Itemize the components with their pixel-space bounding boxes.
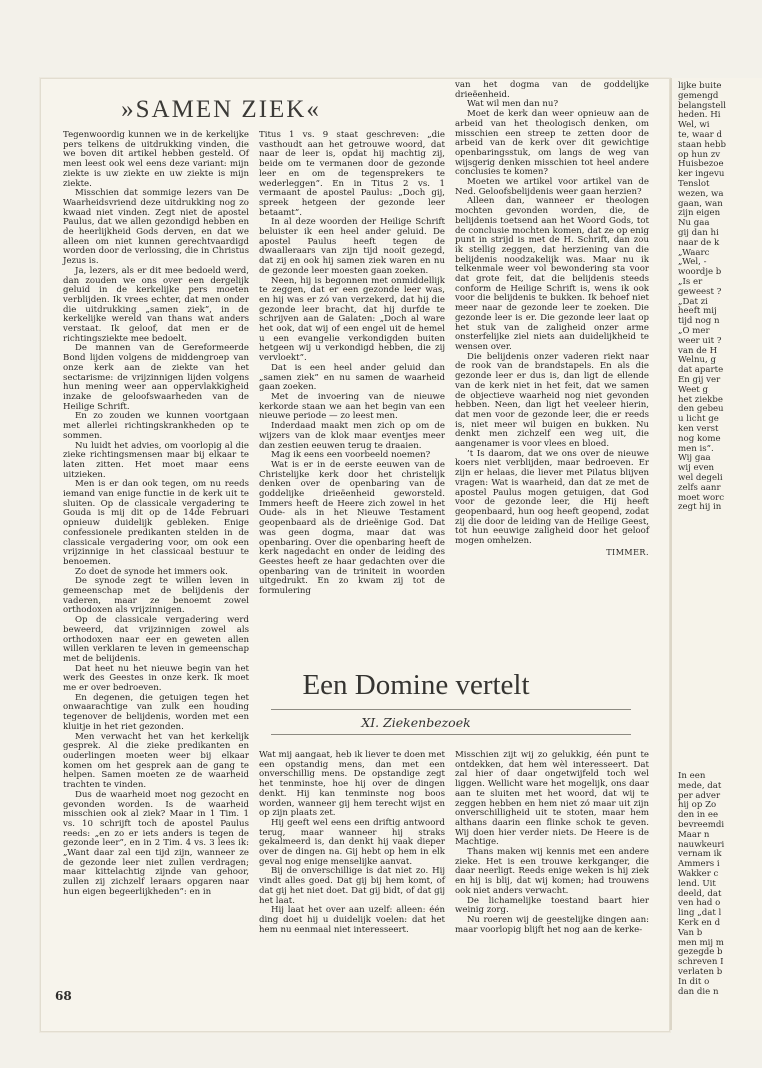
adjacent-page-line: hij op Zo (678, 800, 717, 811)
adjacent-page-line: heeft mij (678, 306, 717, 317)
paragraph: Nu roeren wij de geestelijke dingen aan: maar voorlopig blijft het nog aan de kerke- (455, 914, 649, 935)
adjacent-page-line: wel degeli (678, 473, 723, 483)
adjacent-page-line: men is”. (678, 443, 714, 454)
paragraph: De lichamelijke toestand baart hier weinig zorg. (455, 895, 649, 916)
adjacent-page-line: vernam ik (678, 849, 722, 860)
paragraph: Met de invoering van de nieuwe kerkorde staan we aan het begin van een nieuwe periode — zo leest men. (259, 391, 445, 422)
magazine-page (40, 78, 670, 1032)
paragraph: Nu luidt het advies, om voorlopig al die zieke richtingsmensen maar bij elkaar te laten zitten. Het moet maar eens uitzieken. (63, 440, 249, 480)
adjacent-page-line: „O mer (678, 326, 710, 336)
adjacent-page-line: In dit o (678, 976, 710, 987)
paragraph: Men is er dan ook tegen, om nu reeds iemand van enige functie in de kerk uit te sluiten. Op de classicale vergadering te Gouda is mij dit op de 14de Februari opnieuw duidelijk gebleken. Enige confessionele predikanten stelden in de classicale vergadering voor, om ook een vrijzinnige in het classicaal bestuur te benoemen. (63, 479, 249, 567)
adjacent-page-line: men mij m (678, 937, 724, 948)
paragraph: Inderdaad maakt men zich op om de wijzers van de klok maar eventjes meer dan zestien eeuwen terug te draaien. (259, 421, 445, 451)
paragraph: Men verwacht het van het kerkelijk gesprek. Al die zieke predikanten en ouderlingen moeten weer bij elkaar komen om het gesprek aan de gang te helpen. Samen moeten ze de waarheid trachten te vinden. (63, 731, 249, 791)
adjacent-page-line: bevreemdi (678, 820, 725, 830)
adjacent-page-line: In een (678, 771, 706, 781)
paragraph: De synode zegt te willen leven in gemeenschap met de belijdenis der vaderen, maar ze benoemt zowel orthodoxen als vrijzinnigen. (63, 576, 249, 616)
article-title-een-domine-vertelt: Een Domine vertelt (302, 669, 530, 701)
adjacent-page-line: Wel, wi (678, 120, 710, 131)
adjacent-page-line: dan die n (678, 986, 719, 997)
adjacent-page-line: Maar n (678, 829, 710, 840)
paragraph: Bij de onverschillige is dat niet zo. Hij vindt alles goed. Dat gij bij hem komt, of dat gij het niet doet. Dat gij bidt, of dat gij het laat. (259, 866, 445, 906)
paragraph: De mannen van de Gereformeerde Bond lijden volgens de middengroep van onze kerk aan de ziekte van het sectarisme: de vrijzinnigen lijden volgens hun mening weer aan oppervlakkigheid inzake de geloofswaarheden van de Heilige Schrift. (63, 343, 249, 412)
paragraph: Misschien zijt wij zo gelukkig, één punt te ontdekken, dat hem wèl interesseert. Dat zal hier of daar ongetwijfeld toch wel liggen. Wellicht ware het mogelijk, ons daar aan te sluiten met het woord, dat wij te zeggen hebben en hem niet zó maar uit zijn onverschilligheid uit te stoten, maar hem althans daarin een flinke schok te geven. Wij doen hier verder niets. De Heere is de Machtige. (455, 750, 649, 848)
adjacent-page-line: per adver (678, 790, 721, 801)
paragraph: Hij laat het over aan uzelf: alleen: één ding doet hij u duidelijk voelen: dat het hem nu eenmaal niet interesseert. (259, 905, 445, 935)
adjacent-page-line: „Is er (678, 277, 703, 287)
adjacent-page-line: gezegde b (678, 947, 723, 958)
adjacent-page-line: den gebeu (678, 404, 724, 415)
adjacent-page-line: ven had o (678, 898, 721, 909)
adjacent-page-line: woordje b (678, 267, 722, 278)
adjacent-page-line: gij dan hi (678, 228, 719, 238)
adjacent-page-line: zijn eigen (678, 208, 721, 219)
paragraph: Mag ik eens een voorbeeld noemen? (271, 450, 431, 461)
paragraph: Ja, lezers, als er dit mee bedoeld werd, dan zouden we ons over een dergelijk geluid in de kerkelijke pers moeten verblijden. Ik vrees echter, dat men onder die uitdrukking „samen ziek”, in de kerkelijke wereld van thans wat anders verstaat. Ik geloof, dat men er de richtingsziekte mee bedoelt. (63, 265, 249, 344)
paragraph: Neen, hij is begonnen met onmiddellijk te zeggen, dat er een gezonde leer was, en hij was er zó van verzekerd, dat hij die gezonde leer bracht, dat hij durfde te schrijven aan de Galaten: „Doch al ware het ook, dat wij of een engel uit de hemel u een evangelie verkondigden buiten hetgeen wij u verkondigd hebben, die zij vervloekt”. (259, 275, 445, 364)
paragraph: In al deze woorden der Heilige Schrift beluister ik een heel ander geluid. De apostel Paulus heeft tegen de dwaalleraars van zijn tijd nooit gezegd, dat zij en ook hij samen ziek waren en nu de gezonde leer moesten gaan zoeken. (259, 217, 445, 276)
adjacent-page-line: Wij gaa (678, 453, 711, 464)
adjacent-page-line: deeld, dat (678, 888, 722, 899)
adjacent-page-line: wezen, wa (678, 188, 724, 199)
adjacent-page-line: gaan, wan (678, 198, 723, 209)
article-title-samen-ziek: »SAMEN ZIEK« (121, 96, 321, 123)
paragraph: En zo zouden we kunnen voortgaan met allerlei richtingskrankheden op te sommen. (63, 411, 249, 441)
paragraph: En degenen, die getuigen tegen het onwaarachtige van zulk een houding tegenover de belijdenis, worden met een kluitje in het riet gezonden. (63, 692, 249, 732)
paragraph: Dat heet nu het nieuwe begin van het werk des Geestes in onze kerk. Ik moet me er over bedroeven. (63, 663, 249, 694)
article2-column-1 (259, 750, 445, 935)
adjacent-page-line: Van b (678, 927, 703, 938)
adjacent-page-line: naar de k (678, 237, 720, 248)
adjacent-page-line: te, waar d (678, 130, 722, 140)
adjacent-page-line: Wakker c (678, 869, 719, 879)
adjacent-page-line: ling „dat l (678, 908, 722, 919)
adjacent-page-line: u licht ge (678, 414, 719, 425)
adjacent-page-line: gemengd (678, 90, 719, 101)
adjacent-page-line: ken verst (678, 424, 719, 434)
article1-column-1 (63, 130, 249, 897)
paragraph: Tegenwoordig kunnen we in de kerkelijke pers telkens de uitdrukking vinden, die we boven dit artikel hebben gesteld. Of men leest ook wel eens deze variant: mijn ziekte is uw ziekte en uw ziekte is mijn ziekte. (63, 130, 249, 189)
adjacent-page-edge (670, 78, 762, 1030)
paragraph: Die belijdenis onzer vaderen riekt naar de rook van de brandstapels. En als die gezonde leer er dus is, dan ligt de ellende van de kerk niet in het feit, dat we samen de objectieve waarheid nog niet gevonden hebben. Neen, dan ligt het veeleer hierin, dat men voor de gezonde leer, die er reeds is, niet meer wil buigen en bukken. Nu denkt men zichzelf een weg uit, die aangenamer is voor vlees en bloed. (455, 351, 649, 450)
adjacent-page-line: zegt hij in (678, 502, 722, 513)
article1-column-2 (259, 130, 445, 597)
adjacent-page-line: verlaten b (678, 967, 723, 977)
article2-column-2 (455, 751, 649, 1021)
adjacent-page-line: belangstell (678, 100, 726, 111)
adjacent-page-line: Nu gaa (678, 218, 710, 229)
paragraph: Hij geeft wel eens een driftig antwoord terug, maar wanneer hij straks gekalmeerd is, dan denkt hij vaak dieper over de dingen na. Gij hebt op hem in elk geval nog enige menselijke aanvat. (259, 817, 445, 867)
adjacent-page-line: Huisbezoe (678, 159, 724, 170)
adjacent-page-line: „Wel, - (678, 257, 707, 268)
adjacent-page-line: staan hebb (678, 139, 726, 150)
adjacent-page-line: ker ingevu (678, 169, 725, 180)
adjacent-page-line: mede, dat (678, 780, 722, 791)
paragraph: Misschien dat sommige lezers van De Waarheidsvriend deze uitdrukking nog zo kwaad niet vinden. Zegt niet de apostel Paulus, dat we allen gezondigd hebben en de heerlijkheid Gods derven, en dat we alleen om niet kunnen gerechtvaardigd worden door de verlossing, die in Christus Jezus is. (63, 188, 249, 267)
adjacent-page-line: tijd nog n (678, 316, 720, 327)
adjacent-page-line: Tenslot (678, 179, 710, 189)
adjacent-page-line: het ziekbe (678, 394, 723, 405)
adjacent-page-line: nauwkeuri (678, 839, 725, 850)
adjacent-page-line: lijke buite (678, 81, 722, 91)
title-divider-bottom (271, 734, 631, 735)
adjacent-page-line: „Dat zi (678, 296, 708, 307)
paragraph: Moeten we artikel voor artikel van de Ned. Geloofsbelijdenis weer gaan herzien? (455, 177, 649, 197)
adjacent-page-line: Ammers i (678, 859, 720, 870)
article1-column-3 (455, 81, 649, 641)
paragraph: Dat is een heel ander geluid dan „samen ziek” en nu samen de waarheid gaan zoeken. (259, 362, 445, 393)
adjacent-page-line: En gij ver (678, 375, 721, 385)
adjacent-page-line: schreven I (678, 957, 724, 968)
paragraph: Moet de kerk dan weer opnieuw aan de arbeid van het theologisch denken, om misschien een streep te zetten door de arbeid van de kerk over dit gewichtige openbaringsstuk, om langs de weg van wijsgerig denken misschien tot heel andere conclusies te komen? (455, 109, 649, 178)
adjacent-page-line: Welnu, g (678, 355, 716, 366)
paragraph: Wat wil men dan nu? (467, 99, 559, 110)
adjacent-page-line: geweest ? (678, 286, 722, 297)
adjacent-page-line: moet worc (678, 492, 725, 503)
paragraph: van het dogma van de goddelijke drieëenheid. (455, 80, 649, 100)
adjacent-page-line: „Waarc (678, 247, 710, 258)
adjacent-page-line: heden. Hi (678, 110, 721, 121)
paragraph: Thans maken wij kennis met een andere zieke. Het is een trouwe kerkganger, die daar neerligt. Reeds enige weken is hij ziek en hij is blij, dat wij komen; had trouwens ook niet anders verwacht. (455, 847, 649, 896)
adjacent-page-line: Kerk en d (678, 918, 721, 928)
article-subtitle-ziekenbezoek: XI. Ziekenbezoek (361, 715, 471, 730)
adjacent-page-line: zelfs aanr (678, 482, 721, 493)
paragraph: ’t Is daarom, dat we ons over de nieuwe koers niet verblijden, maar bedroeven. Er zijn er helaas, die liever met Pilatus blijven vragen: Wat is waarheid, dan dat ze met de apostel Paulus mogen getuigen, dat God voor de gezonde leer, die Hij heeft geopenbaard, hun oog heeft geopend, zodat zij die door de leiding van de Heilige Geest, tot hun eeuwige zaligheid door het geloof mogen omhelzen. (455, 448, 649, 547)
adjacent-page-line: wij even (678, 463, 715, 474)
adjacent-page-line: lend. Uit (678, 878, 716, 889)
paragraph: Wat is er in de eerste eeuwen van de Christelijke kerk door het christelijk denken over de openbaring van de goddelijke drieëenheid geworsteld. Immers heeft de Heere zich zowel in het Oude- als in het Nieuwe Testament geopenbaard als de drieënige God. Dat was geen dogma, maar dat was openbaring. Over die openbaring heeft de kerk nagedacht en onder de leiding des Geestes heeft ze haar gedachten over die openbaring van de triniteit in woorden uitgedrukt. En zo kwam zij tot de formulering (259, 459, 445, 597)
paragraph: Wat mij aangaat, heb ik liever te doen met een opstandig mens, dan met een onverschillig mens. De opstandige zegt het tenminste, hoe hij over de dingen denkt. Hij kan tenminste nog boos worden, wanneer gij hem terecht wijst en op zijn plaats zet. (259, 750, 445, 819)
adjacent-page-line: nog kome (678, 433, 721, 444)
adjacent-page-line: weer uit ? (678, 335, 722, 346)
author-signature: TIMMER. (606, 547, 649, 557)
adjacent-page-line: van de H (678, 345, 718, 356)
adjacent-page-line: Weet g (678, 384, 708, 395)
adjacent-page-line: dat aparte (678, 365, 724, 376)
paragraph: Titus 1 vs. 9 staat geschreven: „die vasthoudt aan het getrouwe woord, dat naar de leer is, opdat hij machtig zij, beide om te vermanen door de gezonde leer en om de tegensprekers te wederleggen”. En in Titus 2 vs. 1 vermaant de apostel Paulus: „Doch gij, spreek hetgeen der gezonde leer betaamt”. (259, 130, 445, 218)
paragraph: Alleen dan, wanneer er theologen mochten gevonden worden, die, de belijdenis toetsend aan het Woord Gods, tot de conclusie mochten komen, dat ze op enig punt in strijd is met de H. Schrift, dan zou ik stellig zeggen, dat herziening van die belijdenis noodzakelijk was. Maar nu ik telkenmale weer vol bewondering sta voor dat grote feit, dat die belijdenis steeds conform de Heilige Schrift is, wens ik ook voor die belijdenis te bukken. Ik behoef niet meer naar de gezonde leer te zoeken. Die gezonde leer is er. Die gezonde leer laat op het stuk van de zaligheid onzer arme onsterfelijke ziel niets aan duidelijkheid te wensen over. (455, 196, 649, 352)
adjacent-page-line: den in ee (678, 810, 719, 821)
paragraph: Op de classicale vergadering werd beweerd, dat vrijzinnigen zowel als orthodoxen naar eer en geweten allen willen verklaren te leven in gemeenschap met de belijdenis. (63, 615, 249, 664)
page-number: 68 (55, 989, 72, 1003)
title-divider-top (271, 709, 631, 710)
adjacent-page-line: op hun zv (678, 149, 721, 160)
paragraph: Dus de waarheid moet nog gezocht en gevonden worden. Is de waarheid misschien ook al ziek? Maar in 1 Tim. 1 vs. 10 schrijft toch de apostel Paulus reeds: „en zo er iets anders is tegen de gezonde leer”, en in 2 Tim. 4 vs. 3 lees ik: „Want daar zal een tijd zijn, wanneer ze de gezonde leer niet zullen verdragen; maar kittelachtig zijnde van gehoor, zullen zij zichzelf leraars opgaren naar hun eigen begeerlijkheden”: en in (63, 789, 249, 897)
paragraph: Zo doet de synode het immers ook. (75, 566, 228, 577)
